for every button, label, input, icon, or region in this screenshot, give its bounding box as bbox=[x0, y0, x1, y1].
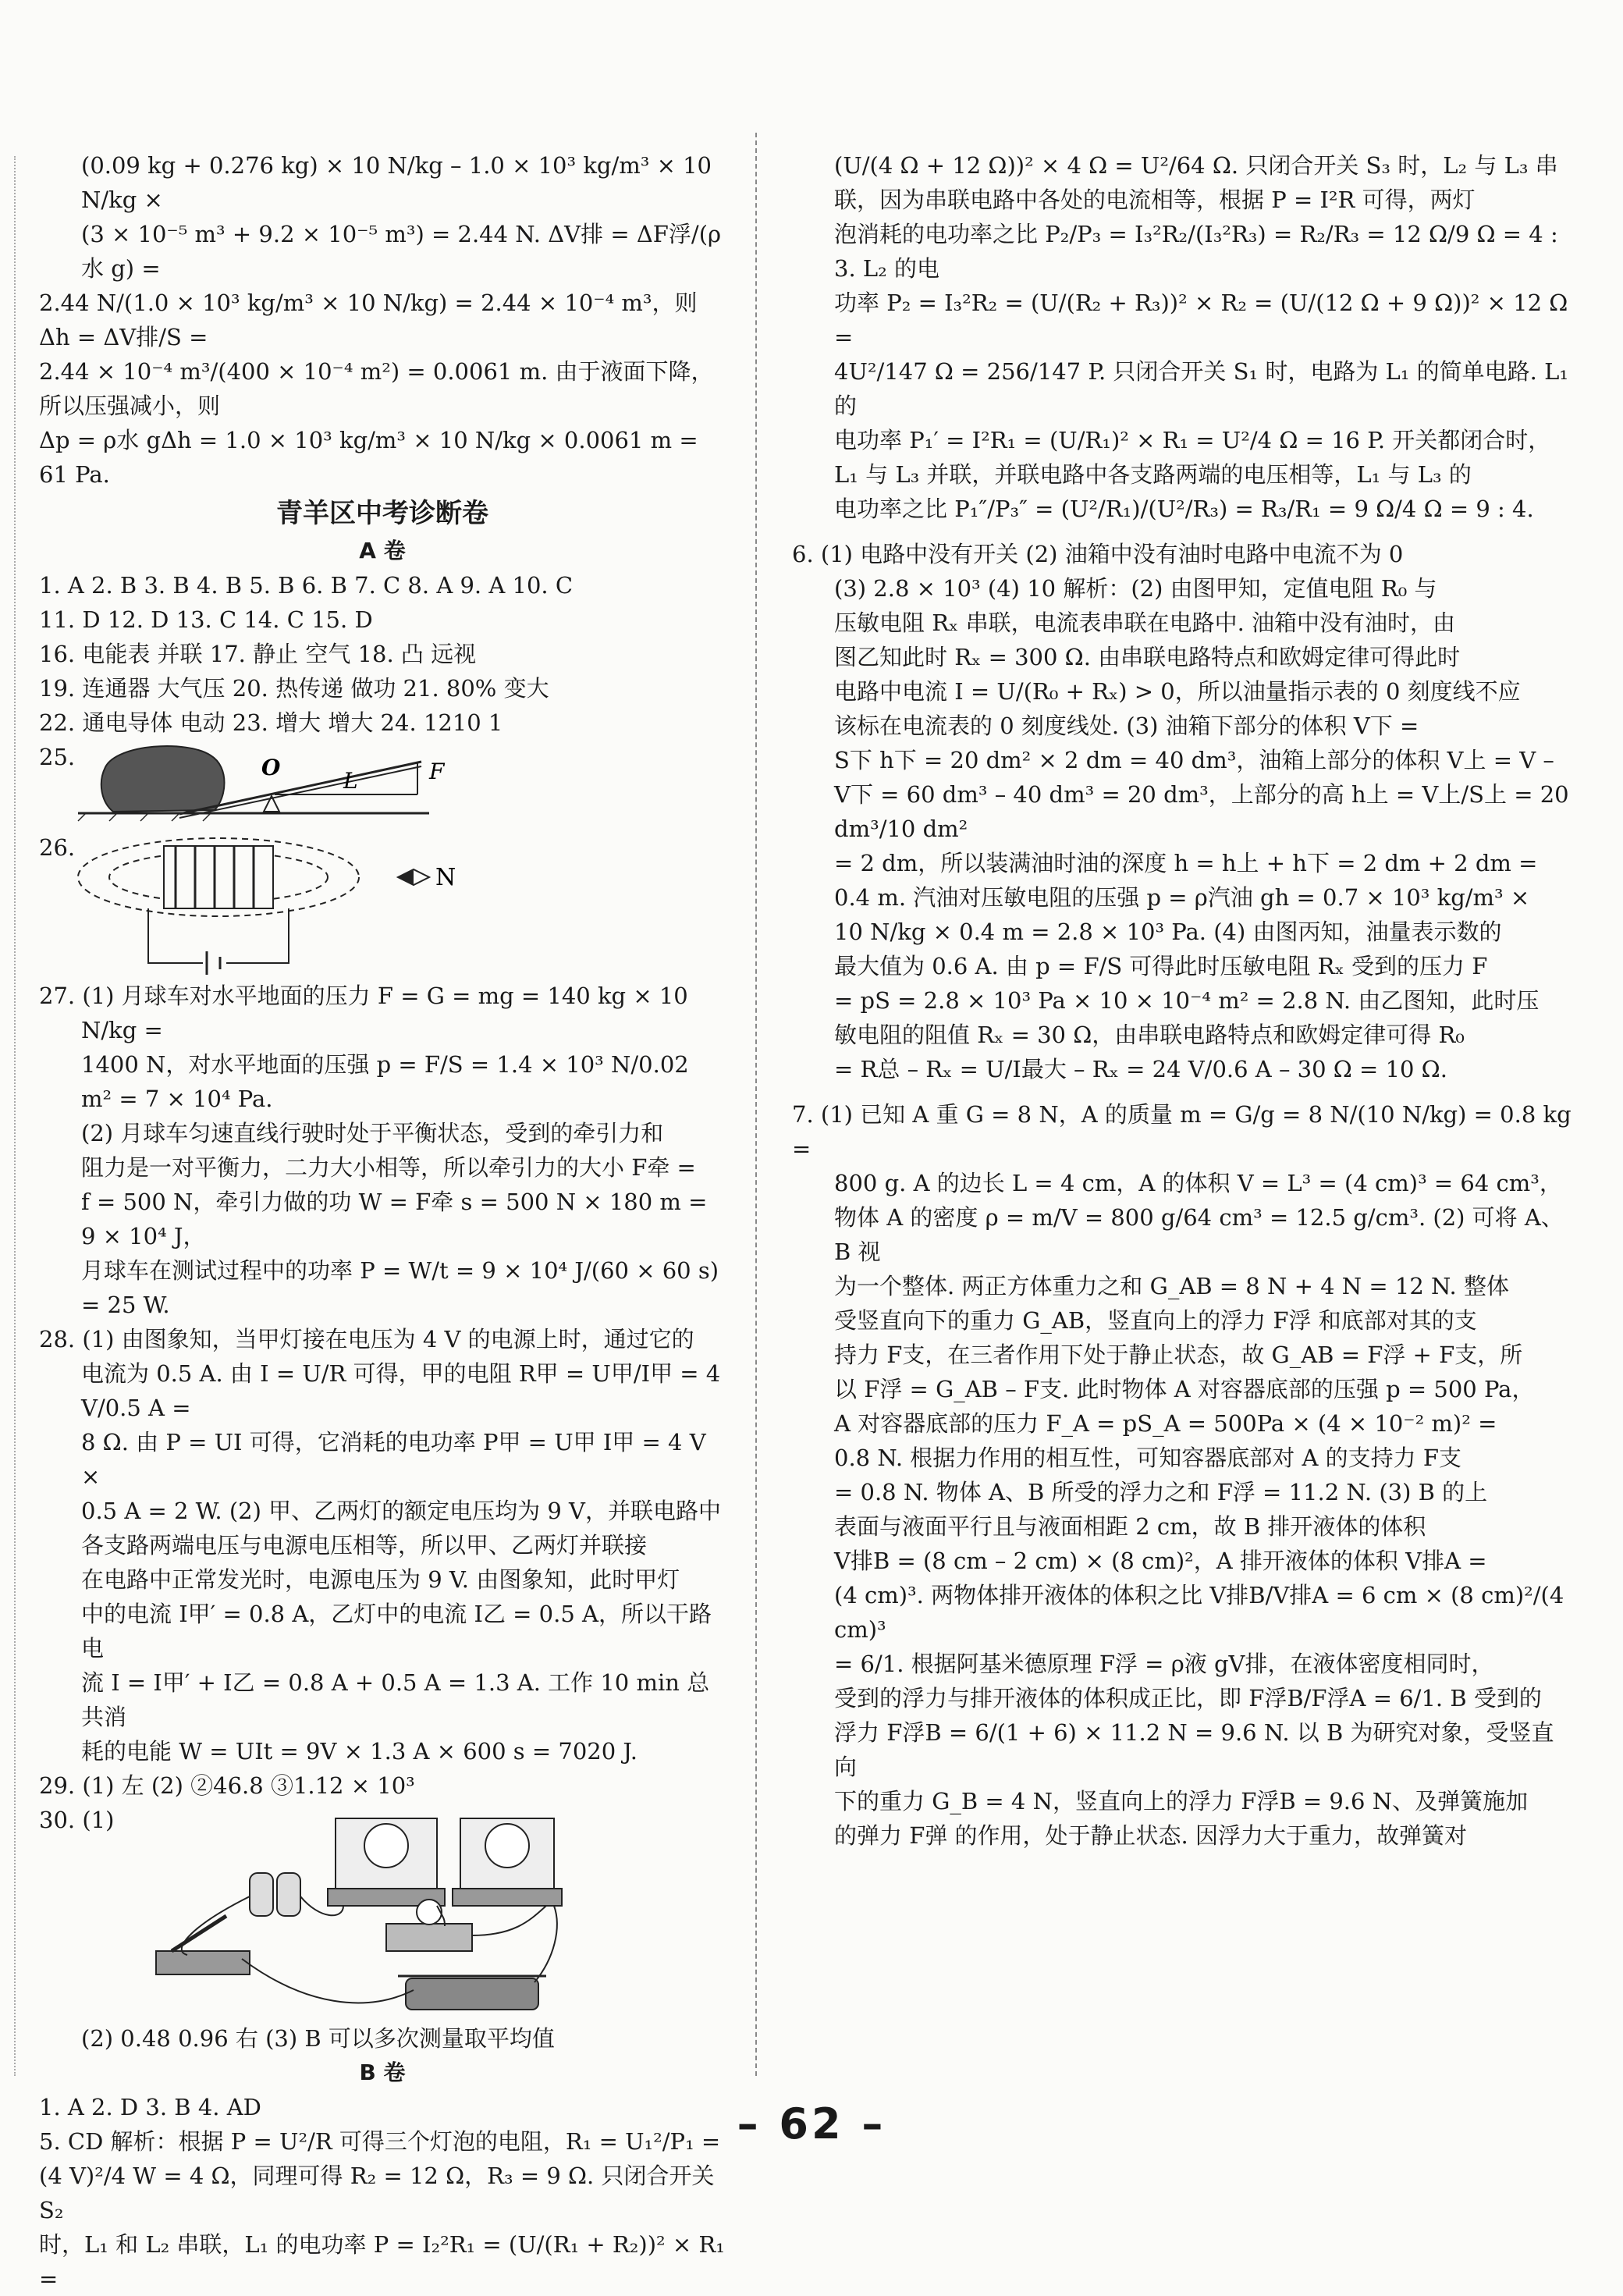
circuit-apparatus bbox=[109, 1803, 577, 2021]
text-line: = 2 dm，所以装满油时油的深度 h = h上 + h下 = 2 dm + 2 dm = bbox=[834, 850, 1538, 876]
text-line: 耗的电能 W = UIt = 9V × 1.3 A × 600 s = 7020 J. bbox=[81, 1738, 637, 1765]
part-a-title: A 卷 bbox=[359, 538, 406, 563]
text-line: 中的电流 I甲′ = 0.8 A，乙灯中的电流 I乙 = 0.5 A，所以干路电 bbox=[81, 1601, 712, 1662]
text-line: 5. CD 解析：根据 P = U²/R 可得三个灯泡的电阻，R₁ = U₁²/P₁ = bbox=[39, 2128, 721, 2155]
text-line: 27. (1) 月球车对水平地面的压力 F = G = mg = 140 kg × 10 N/kg = bbox=[39, 983, 688, 1043]
text-line: 流 I = I甲′ + I乙 = 0.8 A + 0.5 A = 1.3 A. 工作 10 min 总共消 bbox=[81, 1669, 710, 1730]
text-line: 受到的浮力与排开液体的体积成正比，即 F浮B/F浮A = 6/1. B 受到的 bbox=[834, 1685, 1542, 1711]
column-divider bbox=[755, 133, 757, 2076]
text-line: 浮力 F浮B = 6/(1 + 6) × 11.2 N = 9.6 N. 以 B 为研究对象，受竖直向 bbox=[834, 1719, 1554, 1780]
answer-line: 16. 电能表 并联 17. 静止 空气 18. 凸 远视 bbox=[39, 641, 477, 667]
text-line: 受竖直向下的重力 G_AB，竖直向上的浮力 F浮 和底部对其的支 bbox=[834, 1307, 1477, 1334]
text-line: 0.8 N. 根据力作用的相互性，可知容器底部对 A 的支持力 F支 bbox=[834, 1445, 1462, 1471]
part-b-title: B 卷 bbox=[359, 2060, 406, 2085]
text-line: 800 g. A 的边长 L = 4 cm，A 的体积 V = L³ = (4 cm)³ = 64 cm³， bbox=[834, 1170, 1562, 1196]
text-line: 持力 F支，在三者作用下处于静止状态，故 G_AB = F浮 + F支，所 bbox=[834, 1342, 1523, 1368]
text-line: 电功率之比 P₁″/P₃″ = (U²/R₁)/(U²/R₃) = R₃/R₁ = 9 Ω/4 Ω = 9 : 4. bbox=[834, 496, 1534, 522]
text-line: 压敏电阻 Rₓ 串联，电流表串联在电路中. 油箱中没有油时，由 bbox=[834, 610, 1456, 636]
question-27 bbox=[39, 979, 726, 1322]
text-line: = pS = 2.8 × 10³ Pa × 10 × 10⁻⁴ m² = 2.8 N. 由乙图知，此时压 bbox=[834, 987, 1540, 1014]
point-o-label: O bbox=[261, 755, 281, 780]
force-f-label: F bbox=[429, 759, 445, 784]
lever-diagram bbox=[70, 740, 507, 830]
text-line: (2) 月球车匀速直线行驶时处于平衡状态，受到的牵引力和 bbox=[81, 1120, 664, 1146]
q26-label: 26. bbox=[39, 834, 76, 861]
text-line: 0.4 m. 汽油对压敏电阻的压强 p = ρ汽油 gh = 0.7 × 10³ kg/m³ × bbox=[834, 884, 1530, 911]
section-title: 青羊区中考诊断卷 bbox=[276, 498, 488, 529]
binding-margin-mark bbox=[14, 156, 16, 2076]
text-line: 电流为 0.5 A. 由 I = U/R 可得，甲的电阻 R甲 = U甲/I甲 = 4 V/0.5 A = bbox=[81, 1360, 721, 1421]
q26-figure bbox=[39, 830, 726, 979]
switch-base bbox=[156, 1951, 250, 1974]
switch-lever bbox=[172, 1916, 226, 1951]
text-line: 泡消耗的电功率之比 P₂/P₃ = I₃²R₂/(I₃²R₃) = R₂/R₃ = 12 Ω/9 Ω = 4 : 3. L₂ 的电 bbox=[834, 221, 1558, 282]
text-line: 敏电阻的阻值 Rₓ = 30 Ω，由串联电路特点和欧姆定律可得 R₀ bbox=[834, 1022, 1465, 1048]
text-line: 图乙知此时 Rₓ = 300 Ω. 由串联电路特点和欧姆定律可得此时 bbox=[834, 644, 1461, 670]
text-line: A 对容器底部的压力 F_A = pS_A = 500Pa × (4 × 10⁻² m)² = bbox=[834, 1410, 1497, 1437]
text-line: L₁ 与 L₃ 并联，并联电路中各支路两端的电压相等，L₁ 与 L₃ 的 bbox=[834, 461, 1472, 488]
text-line: (0.09 kg + 0.276 kg) × 10 N/kg – 1.0 × 10³ kg/m³ × 10 N/kg × bbox=[81, 152, 712, 213]
text-line: 2.44 N/(1.0 × 10³ kg/m³ × 10 N/kg) = 2.44 × 10⁻⁴ m³，则 Δh = ΔV排/S = bbox=[39, 290, 698, 350]
text-line: (4 cm)³. 两物体排开液体的体积之比 V排B/V排A = 6 cm × (8 cm)²/(4 cm)³ bbox=[834, 1582, 1564, 1643]
text-line: (U/(4 Ω + 12 Ω))² × 4 Ω = U²/64 Ω. 只闭合开关 S₃ 时，L₂ 与 L₃ 串 bbox=[834, 152, 1558, 179]
text-line: V下 = 60 dm³ – 40 dm³ = 20 dm³，上部分的高 h上 = V上/S上 = 20 dm³/10 dm² bbox=[834, 781, 1569, 842]
text-line: 最大值为 0.6 A. 由 p = F/S 可得此时压敏电阻 Rₓ 受到的压力 F bbox=[834, 953, 1488, 979]
text-line: (3) 2.8 × 10³ (4) 10 解析：(2) 由图甲知，定值电阻 R₀ 与 bbox=[834, 575, 1437, 602]
text-line: = 6/1. 根据阿基米德原理 F浮 = ρ液 gV排，在液体密度相同时， bbox=[834, 1651, 1494, 1677]
answers-part-b: 1. A 2. D 3. B 4. AD bbox=[39, 2094, 261, 2120]
text-line: 1400 N，对水平地面的压强 p = F/S = 1.4 × 10³ N/0.02 m² = 7 × 10⁴ Pa. bbox=[81, 1051, 689, 1112]
compass-needle-tip bbox=[398, 869, 414, 885]
text-line: 10 N/kg × 0.4 m = 2.8 × 10³ Pa. (4) 由图丙知，油量表示数的 bbox=[834, 919, 1502, 945]
q25-figure bbox=[39, 740, 726, 830]
question-5-continued bbox=[792, 148, 1572, 526]
text-line: S下 h下 = 20 dm² × 2 dm = 40 dm³，油箱上部分的体积 V上 = V – bbox=[834, 747, 1554, 773]
voltmeter-base bbox=[453, 1889, 562, 1906]
text-line: 功率 P₂ = I₃²R₂ = (U/(R₂ + R₃))² × R₂ = (U/(12 Ω + 9 Ω))² × 12 Ω = bbox=[834, 290, 1568, 350]
answer-line: 19. 连通器 大气压 20. 热传递 做功 21. 80% 变大 bbox=[39, 675, 549, 702]
q30-label: 30. (1) bbox=[39, 1807, 115, 1833]
text-line: 的弹力 F弹 的作用，处于静止状态. 因浮力大于重力，故弹簧对 bbox=[834, 1822, 1467, 1849]
bulb-holder bbox=[386, 1924, 472, 1951]
text-line: 以 F浮 = G_AB – F支. 此时物体 A 对容器底部的压强 p = 500 Pa， bbox=[834, 1376, 1535, 1402]
solenoid-diagram bbox=[70, 830, 507, 979]
battery-cell bbox=[250, 1873, 273, 1916]
intro-continuation bbox=[39, 148, 726, 492]
text-line: 2.44 × 10⁻⁴ m³/(400 × 10⁻⁴ m²) = 0.0061 m. 由于液面下降，所以压强减小，则 bbox=[39, 358, 714, 419]
text-line: = 0.8 N. 物体 A、B 所受的浮力之和 F浮 = 11.2 N. (3) B 的上 bbox=[834, 1479, 1488, 1505]
text-line: 各支路两端电压与电源电压相等，所以甲、乙两灯并联接 bbox=[81, 1532, 648, 1559]
question-6 bbox=[792, 537, 1572, 1086]
text-line: = R总 – Rₓ = U/I最大 – Rₓ = 24 V/0.6 A – 30 Ω = 10 Ω. bbox=[834, 1056, 1447, 1082]
north-pole-label: N bbox=[435, 864, 456, 891]
text-line: 8 Ω. 由 P = UI 可得，它消耗的电功率 P甲 = U甲 I甲 = 4 V × bbox=[81, 1429, 706, 1490]
answers-part-a bbox=[39, 568, 726, 740]
answer-line: 11. D 12. D 13. C 14. C 15. D bbox=[39, 606, 373, 633]
text-line: (3 × 10⁻⁵ m³ + 9.2 × 10⁻⁵ m³) = 2.44 N. ΔV排 = ΔF浮/(ρ水 g) = bbox=[81, 221, 722, 282]
wire bbox=[472, 1906, 546, 1935]
text-line: f = 500 N，牵引力做的功 W = F牵 s = 500 N × 180 m = 9 × 10⁴ J， bbox=[81, 1189, 708, 1249]
text-line: 表面与液面平行且与液面相距 2 cm，故 B 排开液体的体积 bbox=[834, 1513, 1426, 1540]
circuit-wire bbox=[148, 908, 203, 963]
text-line: 0.5 A = 2 W. (2) 甲、乙两灯的额定电压均为 9 V，并联电路中 bbox=[81, 1498, 721, 1524]
q30-figure bbox=[39, 1803, 726, 2021]
text-line: 物体 A 的密度 ρ = m/V = 800 g/64 cm³ = 12.5 g/cm³. (2) 可将 A、B 视 bbox=[834, 1204, 1564, 1265]
ammeter-dial bbox=[364, 1824, 408, 1868]
q30-tail: (2) 0.48 0.96 右 (3) B 可以多次测量取平均值 bbox=[81, 2025, 555, 2052]
text-line: 电路中电流 I = U/(R₀ + Rₓ) > 0，所以油量指示表的 0 刻度线不应 bbox=[834, 678, 1521, 705]
wire bbox=[242, 1959, 414, 2003]
length-l-label: L bbox=[343, 768, 358, 794]
question-29: 29. (1) 左 (2) ②46.8 ③1.12 × 10³ bbox=[39, 1772, 415, 1799]
text-line: 联，因为串联电路中各处的电流相等，根据 P = I²R 可得，两灯 bbox=[834, 187, 1476, 213]
text-line: V排B = (8 cm – 2 cm) × (8 cm)²，A 排开液体的体积 V排A = bbox=[834, 1548, 1487, 1574]
text-line: 4U²/147 Ω = 256/147 P. 只闭合开关 S₁ 时，电路为 L₁ 的简单电路. L₁ 的 bbox=[834, 358, 1568, 419]
answer-line: 1. A 2. B 3. B 4. B 5. B 6. B 7. C 8. A 9. A 10. C bbox=[39, 572, 574, 599]
wire bbox=[182, 1896, 250, 1955]
text-line: 阻力是一对平衡力，二力大小相等，所以牵引力的大小 F牵 = bbox=[81, 1154, 696, 1181]
page-number: – 62 – bbox=[737, 2099, 886, 2149]
text-line: (4 V)²/4 W = 4 Ω，同理可得 R₂ = 12 Ω，R₃ = 9 Ω. 只闭合开关 S₂ bbox=[39, 2163, 715, 2223]
text-line: 下的重力 G_B = 4 N，竖直向上的浮力 F浮B = 9.6 N、及弹簧施加 bbox=[834, 1788, 1529, 1814]
text-line: 时，L₁ 和 L₂ 串联，L₁ 的电功率 P = I₂²R₁ = (U/(R₁ + R₂))² × R₁ = bbox=[39, 2231, 725, 2292]
rock-shape bbox=[101, 746, 225, 812]
question-5 bbox=[39, 2124, 726, 2296]
answer-line: 22. 通电导体 电动 23. 增大 增大 24. 1210 1 bbox=[39, 709, 503, 736]
text-line: 6. (1) 电路中没有开关 (2) 油箱中没有油时电路中电流不为 0 bbox=[792, 541, 1404, 567]
bulb bbox=[417, 1900, 442, 1925]
rheostat-body bbox=[406, 1978, 538, 2010]
right-column bbox=[792, 148, 1572, 1853]
text-line: 为一个整体. 两正方体重力之和 G_AB = 8 N + 4 N = 12 N. 整体 bbox=[834, 1273, 1509, 1299]
voltmeter-dial bbox=[485, 1824, 529, 1868]
wire bbox=[534, 1906, 557, 1982]
text-line: 在电路中正常发光时，电源电压为 9 V. 由图象知，此时甲灯 bbox=[81, 1566, 680, 1593]
text-line: 该标在电流表的 0 刻度线处. (3) 油箱下部分的体积 V下 = bbox=[834, 713, 1419, 739]
text-line: 月球车在测试过程中的功率 P = W/t = 9 × 10⁴ J/(60 × 60 s) = 25 W. bbox=[81, 1257, 719, 1318]
text-line: 28. (1) 由图象知，当甲灯接在电压为 4 V 的电源上时，通过它的 bbox=[39, 1326, 694, 1352]
text-line: 7. (1) 已知 A 重 G = 8 N，A 的质量 m = G/g = 8 N/(10 N/kg) = 0.8 kg = bbox=[792, 1101, 1572, 1162]
left-column bbox=[39, 148, 726, 2296]
battery-cell bbox=[277, 1873, 300, 1916]
text-line: Δp = ρ水 gΔh = 1.0 × 10³ kg/m³ × 10 N/kg × 0.0061 m = 61 Pa. bbox=[39, 427, 698, 488]
solenoid-core bbox=[164, 846, 273, 908]
text-line: 电功率 P₁′ = I²R₁ = (U/R₁)² × R₁ = U²/4 Ω = 16 P. 开关都闭合时， bbox=[834, 427, 1551, 453]
question-7 bbox=[792, 1097, 1572, 1853]
q25-label: 25. bbox=[39, 744, 76, 770]
question-28 bbox=[39, 1322, 726, 1768]
